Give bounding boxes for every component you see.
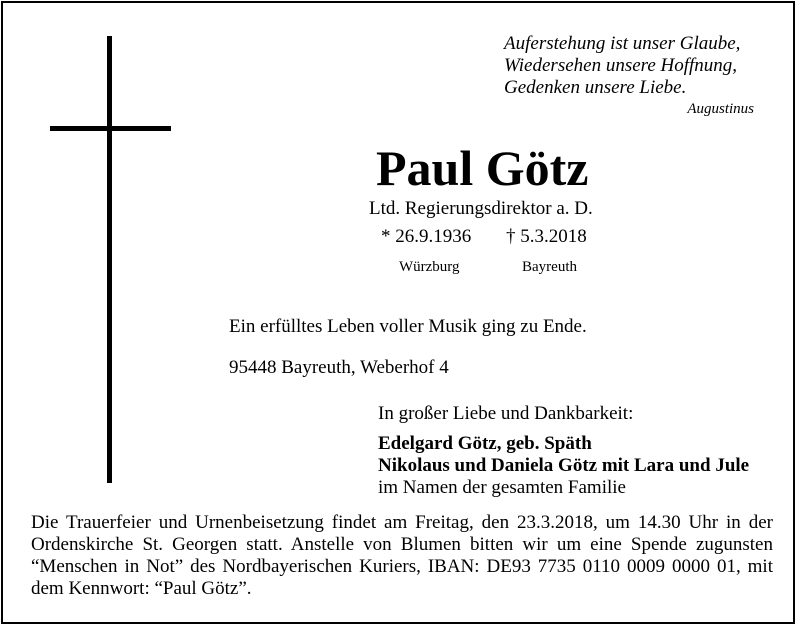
notice-line: Die Trauerfeier und Urnenbeisetzung findet am Freitag, den 23.3.2018, um 14.30 Uhr in der <box>31 512 773 533</box>
deathplace: Bayreuth <box>522 259 577 275</box>
deceased-name: Paul Götz <box>376 140 589 196</box>
notice-line: dem Kennwort: “Paul Götz”. <box>31 578 252 599</box>
family-signature <box>378 403 749 499</box>
quote-line: Gedenken unsere Liebe. <box>504 77 687 98</box>
family-closing: im Namen der gesamten Familie <box>378 477 626 498</box>
deceased-title: Ltd. Regierungsdirektor a. D. <box>369 198 593 219</box>
birth-date: * 26.9.1936 <box>381 226 472 247</box>
notice-line: Ordenskirche St. Georgen statt. Anstelle von Blumen bitten wir um eine Spende zugunsten <box>31 534 773 555</box>
death-date: † 5.3.2018 <box>506 226 587 247</box>
cross-icon-vertical <box>107 36 112 483</box>
family-address: 95448 Bayreuth, Weberhof 4 <box>229 357 449 378</box>
family-member: Edelgard Götz, geb. Späth <box>378 433 592 454</box>
birthplace: Würzburg <box>399 259 460 275</box>
quote-line: Wiedersehen unsere Hoffnung, <box>504 55 738 76</box>
funeral-notice <box>31 512 773 600</box>
quote-line: Auferstehung ist unser Glaube, <box>504 33 741 54</box>
memorial-message: Ein erfülltes Leben voller Musik ging zu Ende. <box>229 316 587 337</box>
cross-icon-horizontal <box>50 126 171 131</box>
family-heading: In großer Liebe und Dankbarkeit: <box>378 403 634 424</box>
epigraph-quote <box>504 33 754 119</box>
family-member: Nikolaus und Daniela Götz mit Lara und Jule <box>378 455 750 476</box>
notice-line: “Menschen in Not” des Nordbayerischen Kuriers, IBAN: DE93 7735 0110 0009 0000 01, mit <box>31 556 773 577</box>
quote-author: Augustinus <box>687 101 754 117</box>
